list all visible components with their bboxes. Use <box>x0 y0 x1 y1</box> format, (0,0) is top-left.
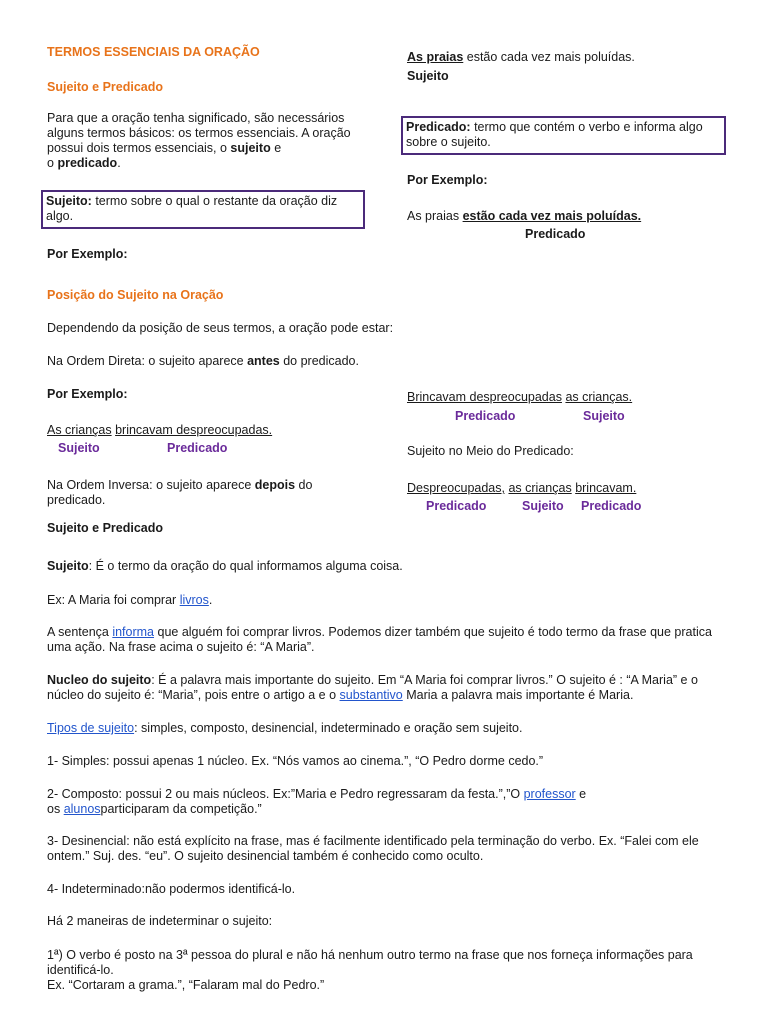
paragraph-text: : É o termo da oração do qual informamos alguma coisa. <box>88 559 403 573</box>
inverse-order-bold: depois <box>254 478 296 492</box>
first-way-paragraph: 1ª) O verbo é posto na 3ª pessoa do plural e não há nenhum outro termo na frase que nos forneça informações para identificá-lo. <box>47 948 693 977</box>
term-subject: Sujeito <box>47 559 89 573</box>
example-sentence-direct <box>47 423 272 438</box>
predicate-definition-term: Predicado: <box>406 120 471 134</box>
intro-o: o <box>47 156 58 170</box>
example-sentence-subject <box>407 50 635 65</box>
subject-definition-paragraph <box>47 559 737 574</box>
paragraph-text: : É a palavra mais importante do sujeito. Em “A Maria foi comprar livros.” O sujeito é : “A Maria” e o núcleo do sujeito é: “Maria”, pois entre o artigo a e o <box>47 673 698 702</box>
indeterminate-ways-paragraph: Há 2 maneiras de indeterminar o sujeito: <box>47 914 273 928</box>
sentence-word: as crianças. <box>565 390 633 404</box>
paragraph-text: Ex: A Maria foi comprar <box>47 593 180 607</box>
direct-order-text <box>47 354 359 369</box>
label-subject: Sujeito <box>407 69 449 83</box>
inverse-order-post: do predicado. <box>47 478 313 507</box>
paragraph-text: . <box>208 593 213 607</box>
sentence-word: as crianças <box>508 481 572 495</box>
predicate-definition-text: termo que contém o verbo e informa algo sobre o sujeito. <box>406 120 703 149</box>
intro-text: Para que a oração tenha significado, são necessários alguns termos básicos: os termos essenciais. A oração possui dois termos essenciais, o <box>47 111 351 155</box>
example-sentence-inverse <box>407 390 632 405</box>
subject-nucleus-paragraph <box>47 673 737 703</box>
label-predicate: Predicado <box>581 499 642 513</box>
sentence-word: As praias <box>407 50 464 64</box>
subject-definition-term: Sujeito: <box>46 194 92 208</box>
paragraph-text: que alguém foi comprar livros. Podemos dizer também que sujeito é todo termo da frase que pratica uma ação. Na frase acima o sujeito é: “A Maria”. <box>47 625 712 654</box>
paragraph-text: A sentença <box>47 625 113 639</box>
example-paragraph <box>47 593 737 608</box>
intro-sujeito: sujeito <box>230 141 271 155</box>
label-predicate: Predicado <box>525 227 586 241</box>
label-subject: Sujeito <box>522 499 564 513</box>
direct-order-post: do predicado. <box>279 354 359 368</box>
inverse-order-text <box>47 478 367 508</box>
example-sentence-predicate <box>407 209 641 224</box>
label-predicate: Predicado <box>426 499 487 513</box>
intro-e: e <box>270 141 282 155</box>
sentence-word: As praias <box>407 209 463 223</box>
example-sentence-middle <box>407 481 636 496</box>
label-subject: Sujeito <box>58 441 100 455</box>
sentence-info-paragraph <box>47 625 737 655</box>
subject-definition-box <box>41 190 365 229</box>
paragraph-text: 2- Composto: possui 2 ou mais núcleos. Ex:”Maria e Pedro regressaram da festa.”,”O <box>47 787 524 801</box>
inverse-order-pre: Na Ordem Inversa: o sujeito aparece <box>47 478 255 492</box>
link-substantivo[interactable]: substantivo <box>339 688 403 702</box>
intro-predicado: predicado <box>57 156 118 170</box>
middle-predicate-heading: Sujeito no Meio do Predicado: <box>407 444 574 458</box>
example-label: Por Exemplo: <box>47 387 128 401</box>
subject-definition-text: termo sobre o qual o restante da oração diz algo. <box>46 194 338 223</box>
simple-subject-paragraph: 1- Simples: possui apenas 1 núcleo. Ex. “Nós vamos ao cinema.”, “O Pedro dorme cedo.” <box>47 754 544 768</box>
page-title: TERMOS ESSENCIAIS DA ORAÇÃO <box>47 45 260 59</box>
label-predicate: Predicado <box>167 441 228 455</box>
link-informa[interactable]: informa <box>112 625 155 639</box>
sentence-word: As crianças <box>47 423 112 437</box>
paragraph-text: Maria a palavra mais importante é Maria. <box>402 688 634 702</box>
position-intro: Dependendo da posição de seus termos, a oração pode estar: <box>47 321 394 335</box>
subheading-subject-predicate: Sujeito e Predicado <box>47 521 164 535</box>
intro-dot: . <box>117 156 121 170</box>
label-predicate: Predicado <box>455 409 516 423</box>
example-label: Por Exemplo: <box>407 173 488 187</box>
sentence-word: estão cada vez mais poluídas. <box>462 209 642 223</box>
sentence-word: brincavam despreocupadas. <box>115 423 273 437</box>
link-livros[interactable]: livros <box>179 593 209 607</box>
section-heading-subject-predicate: Sujeito e Predicado <box>47 80 164 94</box>
sentence-word: brincavam. <box>575 481 637 495</box>
paragraph-text: os <box>47 802 64 816</box>
link-professor[interactable]: professor <box>523 787 576 801</box>
sentence-rest: estão cada vez mais poluídas. <box>463 50 635 64</box>
label-subject: Sujeito <box>583 409 625 423</box>
sentence-word: Brincavam despreocupadas <box>407 390 562 404</box>
direct-order-bold: antes <box>247 354 280 368</box>
intro-paragraph <box>47 111 367 171</box>
compound-subject-paragraph <box>47 787 737 817</box>
indeterminate-subject-paragraph: 4- Indeterminado:não podermos identificá-lo. <box>47 882 296 896</box>
link-alunos[interactable]: alunos <box>63 802 101 816</box>
paragraph-text: participaram da competição.” <box>100 802 262 816</box>
predicate-definition-box <box>401 116 726 155</box>
direct-order-pre: Na Ordem Direta: o sujeito aparece <box>47 354 248 368</box>
term-nucleus: Nucleo do sujeito <box>47 673 152 687</box>
sentence-word: Despreocupadas, <box>407 481 505 495</box>
section-heading-subject-position: Posição do Sujeito na Oração <box>47 288 224 302</box>
first-way-example: Ex. “Cortaram a grama.”, “Falaram mal do Pedro.” <box>47 978 325 992</box>
subject-types-paragraph <box>47 721 737 736</box>
paragraph-text: e <box>575 787 587 801</box>
link-tipos-de-sujeito[interactable]: Tipos de sujeito <box>47 721 135 735</box>
example-label: Por Exemplo: <box>47 247 128 261</box>
desinential-subject-paragraph: 3- Desinencial: não está explícito na frase, mas é facilmente identificado pela terminação do verbo. Ex. “Falei com ele ontem.” Suj. des. “eu”. O sujeito desinencial também é conhecido como oculto. <box>47 834 699 863</box>
paragraph-text: : simples, composto, desinencial, indeterminado e oração sem sujeito. <box>134 721 523 735</box>
